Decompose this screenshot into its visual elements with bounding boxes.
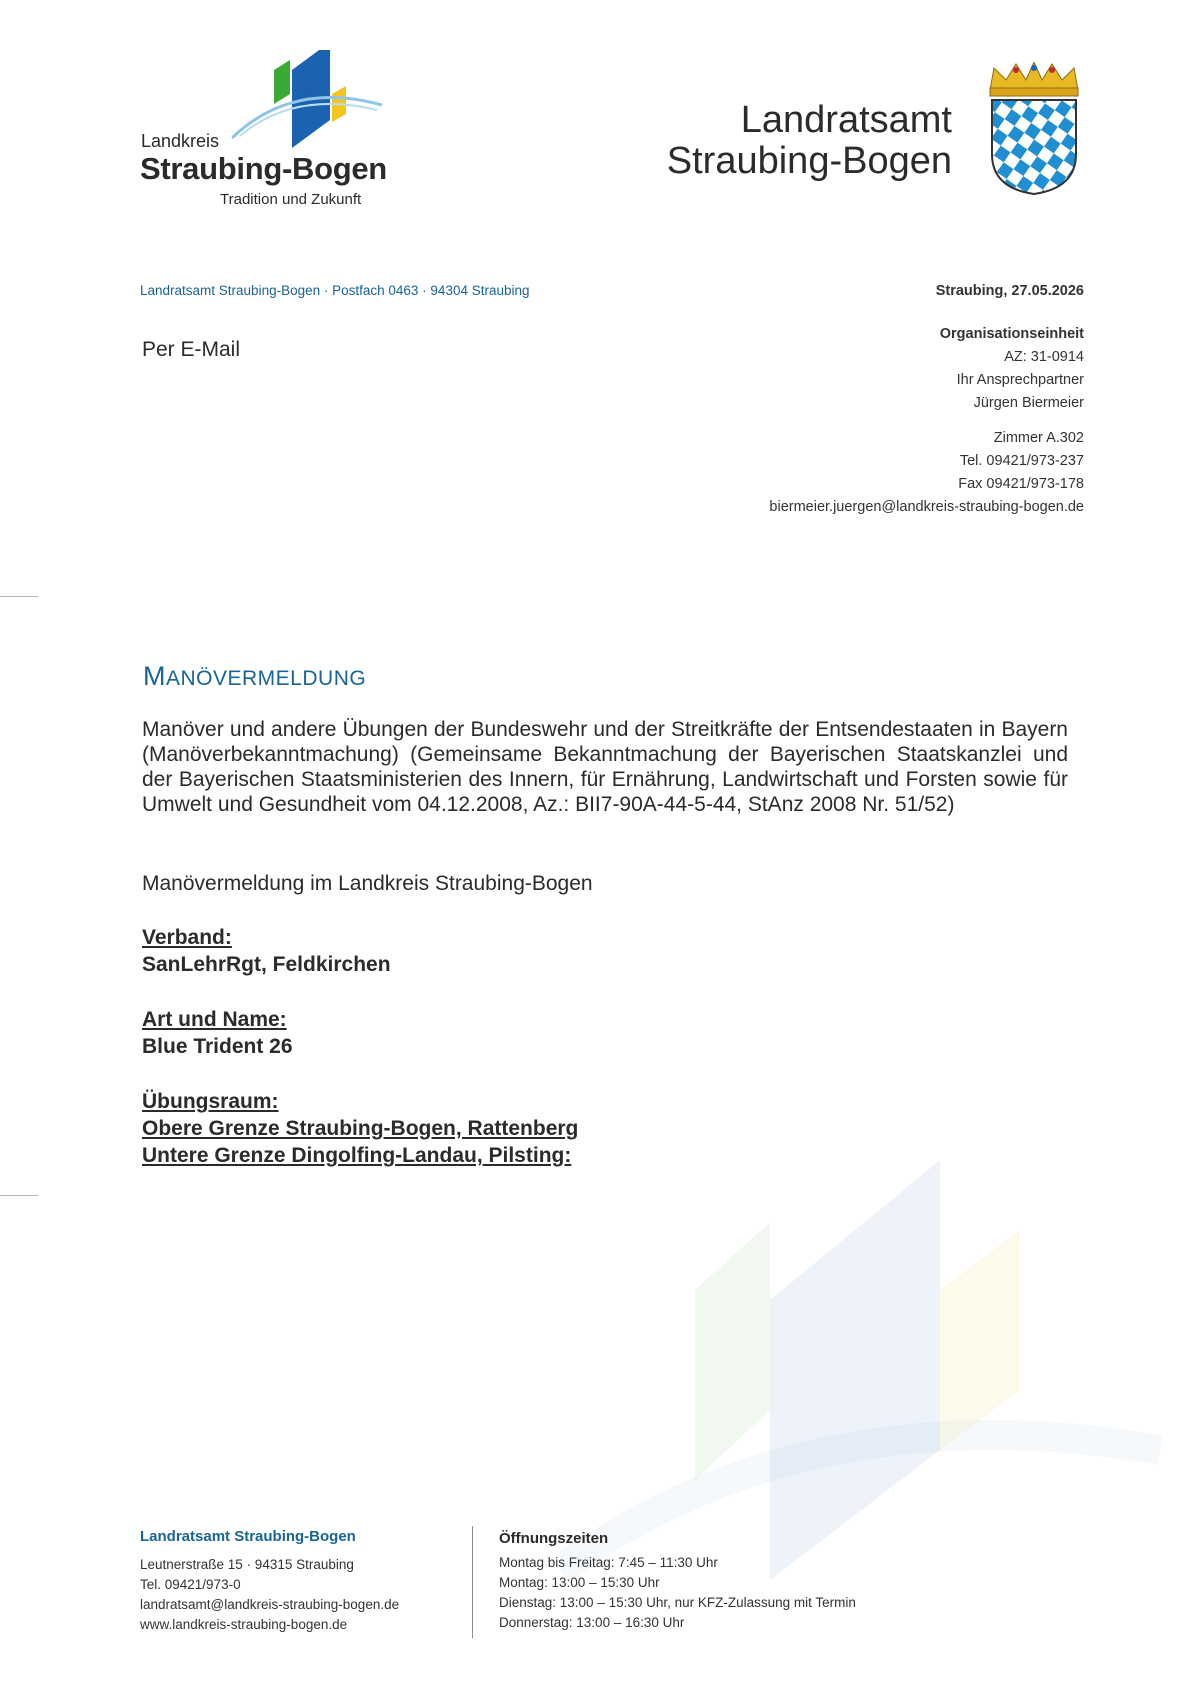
document-title-rest: ANÖVERMELDUNG: [166, 667, 367, 690]
sender-address-line: Landratsamt Straubing-Bogen · Postfach 0463 · 94304 Straubing: [140, 283, 530, 298]
logo-district-name: Straubing-Bogen: [140, 151, 387, 186]
file-reference: AZ: 31-0914: [1004, 349, 1084, 365]
authority-name-line1: Landratsamt: [740, 99, 952, 141]
footer-phone: Tel. 09421/973-0: [140, 1577, 241, 1592]
document-title-initial: M: [143, 661, 166, 691]
opening-hours-line: Montag: 13:00 – 15:30 Uhr: [499, 1575, 660, 1590]
document-title: [143, 661, 366, 692]
footer-website-link[interactable]: www.landkreis-straubing-bogen.de: [140, 1617, 348, 1632]
authority-name-line2: Straubing-Bogen: [666, 140, 952, 182]
logo-watermark: [560, 1150, 1180, 1580]
exercise-area-upper: Obere Grenze Straubing-Bogen, Rattenberg: [142, 1117, 579, 1140]
room-number: Zimmer A.302: [993, 430, 1084, 446]
fold-mark-bottom: [0, 1195, 38, 1196]
subject-line: Manövermeldung im Landkreis Straubing-Bogen: [142, 872, 593, 895]
logo-landkreis-label: Landkreis: [141, 131, 220, 151]
contact-phone: Tel. 09421/973-237: [959, 453, 1084, 469]
bavarian-crest-icon: [986, 62, 1082, 196]
verband-value: SanLehrRgt, Feldkirchen: [142, 953, 391, 976]
exercise-name-value: Blue Trident 26: [142, 1035, 293, 1058]
letter-date: Straubing, 27.05.2026: [935, 283, 1084, 299]
verband-label: Verband:: [142, 926, 232, 949]
footer-authority-name: Landratsamt Straubing-Bogen: [140, 1528, 356, 1545]
authority-name: [667, 100, 952, 182]
opening-hours-line: Donnerstag: 13:00 – 16:30 Uhr: [499, 1615, 685, 1630]
legal-reference-paragraph: Manöver und andere Übungen der Bundeswehr und der Streitkräfte der Entsendestaaten in Bayern (Manöverbekanntmachung) (Gemeinsame Bekanntmachung der Bayerischen Staatskanzlei und der Bayerischen Staatsministerien des Innern, für Ernährung, Landwirtschaft und Forsten sowie für Umwelt und Gesundheit vom 04.12.2008, Az.: BII7-90A-44-5-44, StAnz 2008 Nr. 51/52): [142, 718, 1068, 816]
opening-hours-line: Dienstag: 13:00 – 15:30 Uhr, nur KFZ-Zulassung mit Termin: [499, 1595, 856, 1610]
recipient-line: Per E-Mail: [142, 338, 241, 361]
opening-hours-line: Montag bis Freitag: 7:45 – 11:30 Uhr: [499, 1555, 718, 1570]
footer-email-link[interactable]: landratsamt@landkreis-straubing-bogen.de: [140, 1597, 400, 1612]
opening-hours-title: Öffnungszeiten: [499, 1530, 609, 1547]
contact-name: Jürgen Biermeier: [973, 395, 1084, 411]
footer-divider: [472, 1526, 473, 1638]
contact-label: Ihr Ansprechpartner: [956, 372, 1084, 388]
exercise-name-label: Art und Name:: [142, 1008, 287, 1031]
logo-tagline: Tradition und Zukunft: [220, 191, 362, 208]
org-unit-label: Organisationseinheit: [939, 326, 1084, 342]
contact-fax: Fax 09421/973-178: [958, 476, 1084, 492]
exercise-area-label: Übungsraum:: [142, 1090, 279, 1113]
fold-mark-top: [0, 596, 38, 597]
landkreis-logo-graphic: [232, 50, 392, 150]
contact-email-link[interactable]: biermeier.juergen@landkreis-straubing-bogen.de: [769, 499, 1084, 515]
exercise-area-lower: Untere Grenze Dingolfing-Landau, Pilsting:: [142, 1144, 572, 1167]
footer-address: Leutnerstraße 15 · 94315 Straubing: [140, 1557, 354, 1572]
